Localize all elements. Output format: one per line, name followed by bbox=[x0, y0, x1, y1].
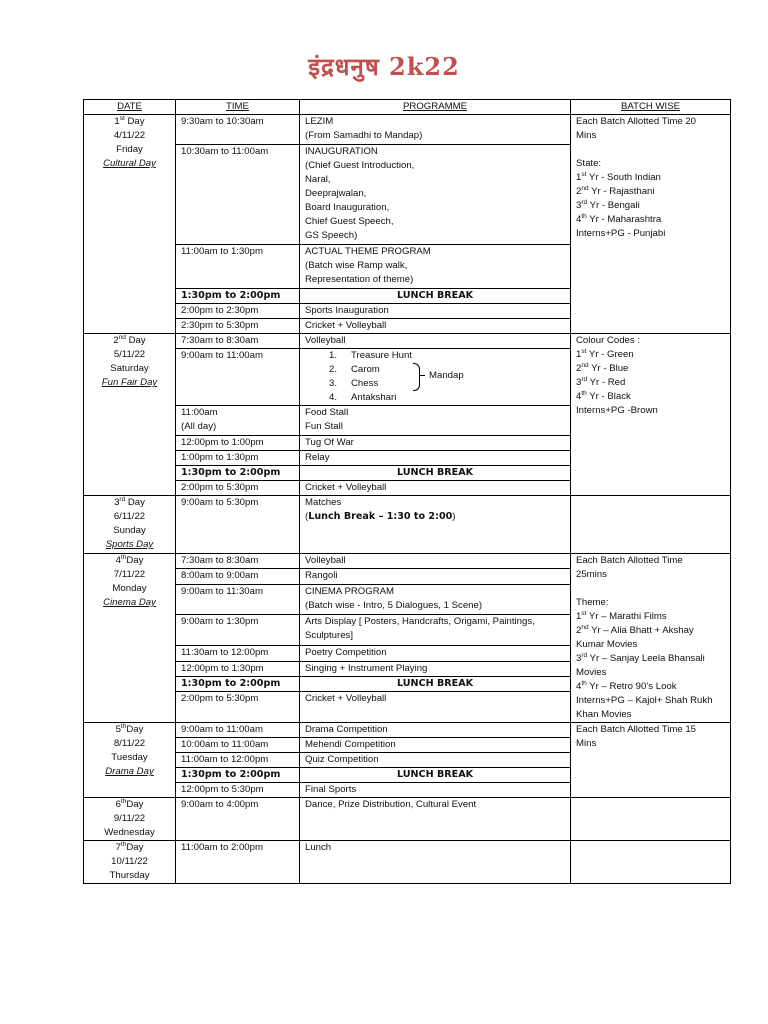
header-date: DATE bbox=[84, 100, 176, 115]
programme-line: CINEMA PROGRAM bbox=[305, 585, 395, 597]
programme-cell bbox=[300, 798, 571, 841]
programme-line: Cricket + Volleyball bbox=[305, 693, 387, 705]
batch-item: 2nd Yr – Alia Bhatt + Akshay bbox=[576, 623, 694, 636]
time-cell bbox=[176, 406, 300, 436]
batch-heading: State: bbox=[576, 158, 602, 169]
batch-intro-line: Each Batch Allotted Time 20 bbox=[576, 116, 696, 127]
activity-item: 3. Chess bbox=[329, 378, 379, 389]
day-date: 8/11/22 bbox=[113, 738, 146, 749]
day-theme: Cultural Day bbox=[103, 158, 156, 169]
programme-line: Naral, bbox=[305, 174, 331, 185]
programme-line: Food Stall bbox=[305, 407, 349, 418]
time-cell: 11:00am to 2:00pm bbox=[176, 841, 300, 884]
batch-cell-day-3 bbox=[571, 496, 731, 554]
batch-intro-line: Each Batch Allotted Time bbox=[576, 555, 683, 566]
programme-line: Chief Guest Speech, bbox=[305, 216, 394, 227]
time-cell: 7:30am to 8:30am bbox=[176, 554, 300, 569]
programme-line: Representation of theme) bbox=[305, 274, 414, 285]
day-weekday: Wednesday bbox=[104, 827, 155, 838]
programme-cell bbox=[300, 841, 571, 884]
day-number: 4thDay bbox=[115, 553, 144, 566]
programme-cell bbox=[300, 569, 571, 584]
ordinal-suffix: rd bbox=[581, 651, 588, 659]
programme-cell bbox=[300, 615, 571, 646]
day-theme: Cinema Day bbox=[103, 597, 156, 608]
ordinal-suffix: nd bbox=[118, 333, 126, 341]
programme-cell bbox=[300, 584, 571, 615]
time-cell: 9:30am to 10:30am bbox=[176, 115, 300, 145]
programme-line: Singing + Instrument Playing bbox=[305, 662, 428, 674]
ordinal-suffix: rd bbox=[581, 375, 588, 383]
activity-number: 2. bbox=[329, 364, 338, 375]
time-cell: 9:00am to 11:00am bbox=[176, 723, 300, 738]
programme-line: Lunch bbox=[305, 842, 332, 853]
programme-cell bbox=[300, 676, 571, 691]
day-weekday: Thursday bbox=[109, 870, 150, 881]
programme-cell bbox=[300, 692, 571, 723]
day-date: 4/11/22 bbox=[113, 130, 146, 141]
programme-cell bbox=[300, 768, 571, 783]
batch-item-cont: Khan Movies bbox=[576, 709, 632, 720]
time-cell: 2:00pm to 2:30pm bbox=[176, 304, 300, 319]
programme-line: LUNCH BREAK bbox=[396, 290, 474, 301]
programme-cell bbox=[300, 753, 571, 768]
time-cell: 8:00am to 9:00am bbox=[176, 569, 300, 584]
programme-line: GS Speech) bbox=[305, 230, 358, 241]
day-number: 6thDay bbox=[115, 797, 144, 810]
lunch-break-note: (Lunch Break – 1:30 to 2:00) bbox=[305, 511, 456, 522]
time-cell: 2:30pm to 5:30pm bbox=[176, 319, 300, 334]
batch-intro-line: Mins bbox=[576, 130, 597, 141]
mandap-label: Mandap bbox=[429, 370, 464, 381]
ordinal-suffix: nd bbox=[581, 184, 589, 192]
time-cell: 12:00pm to 1:00pm bbox=[176, 436, 300, 451]
time-cell: 1:30pm to 2:00pm bbox=[176, 289, 300, 304]
programme-cell bbox=[300, 554, 571, 569]
activity-item: 2. Carom bbox=[329, 364, 380, 375]
batch-item-cont: Kumar Movies bbox=[576, 639, 638, 650]
ordinal-suffix: th bbox=[581, 212, 587, 220]
day-weekday: Saturday bbox=[110, 363, 149, 374]
programme-line: Quiz Competition bbox=[305, 754, 379, 765]
batch-intro-line: Mins bbox=[576, 738, 597, 749]
time-cell: 9:00am to 1:30pm bbox=[176, 615, 300, 646]
batch-cell-day-5 bbox=[571, 723, 731, 798]
batch-item: 4th Yr - Black bbox=[576, 389, 631, 402]
table-row bbox=[84, 723, 731, 738]
day-cell-3 bbox=[84, 496, 176, 554]
batch-item: 1st Yr - Green bbox=[576, 347, 634, 360]
time-cell: 2:00pm to 5:30pm bbox=[176, 692, 300, 723]
batch-cell-day-1 bbox=[571, 115, 731, 334]
programme-line: Drama Competition bbox=[305, 724, 388, 735]
batch-cell-day-7 bbox=[571, 841, 731, 884]
batch-cell-day-4 bbox=[571, 554, 731, 723]
day-number: 1st Day bbox=[114, 114, 145, 127]
batch-item: 3rd Yr - Bengali bbox=[576, 198, 640, 211]
activity-item: 1. Treasure Hunt bbox=[329, 350, 412, 361]
programme-line: Matches bbox=[305, 497, 342, 508]
batch-item: 4th Yr - Maharashtra bbox=[576, 212, 662, 225]
mandap-activity-list bbox=[305, 349, 565, 405]
table-row bbox=[84, 334, 731, 349]
programme-line: Sculptures] bbox=[305, 630, 353, 642]
batch-item: 1st Yr - South Indian bbox=[576, 170, 661, 183]
programme-line: Tug Of War bbox=[305, 437, 354, 448]
time-line: (All day) bbox=[181, 421, 217, 432]
ordinal-suffix: st bbox=[581, 170, 587, 178]
time-cell: 11:00am to 12:00pm bbox=[176, 753, 300, 768]
ordinal-suffix: nd bbox=[581, 361, 589, 369]
activity-item: 4. Antakshari bbox=[329, 392, 397, 403]
time-cell: 1:00pm to 1:30pm bbox=[176, 451, 300, 466]
programme-line: LUNCH BREAK bbox=[396, 467, 474, 478]
batch-heading: Theme: bbox=[576, 597, 609, 608]
programme-line: LEZIM bbox=[305, 116, 334, 127]
programme-cell bbox=[300, 436, 571, 451]
day-date: 6/11/22 bbox=[113, 511, 146, 522]
day-cell-2 bbox=[84, 334, 176, 496]
day-date: 9/11/22 bbox=[113, 813, 146, 824]
time-cell: 10:00am to 11:00am bbox=[176, 738, 300, 753]
time-cell: 11:30am to 12:00pm bbox=[176, 646, 300, 661]
ordinal-suffix: rd bbox=[119, 495, 126, 503]
programme-line: (From Samadhi to Mandap) bbox=[305, 130, 423, 141]
table-row bbox=[84, 841, 731, 884]
ordinal-suffix: th bbox=[120, 840, 127, 848]
batch-item: 2nd Yr - Rajasthani bbox=[576, 184, 655, 197]
time-cell: 10:30am to 11:00am bbox=[176, 145, 300, 245]
spacer bbox=[576, 143, 725, 157]
programme-line: Poetry Competition bbox=[305, 647, 387, 659]
table-row bbox=[84, 554, 731, 569]
programme-line: Relay bbox=[305, 452, 330, 463]
batch-item: Interns+PG – Kajol+ Shah Rukh bbox=[576, 695, 713, 706]
page-title: इंद्रधनुष 2k22 bbox=[308, 52, 460, 81]
programme-line: (Chief Guest Introduction, bbox=[305, 160, 415, 171]
table-row bbox=[84, 798, 731, 841]
day-number: 5thDay bbox=[115, 722, 144, 735]
batch-item: 4th Yr – Retro 90’s Look bbox=[576, 679, 677, 692]
ordinal-suffix: th bbox=[581, 679, 587, 687]
programme-cell bbox=[300, 738, 571, 753]
day-date: 10/11/22 bbox=[111, 856, 148, 867]
header-programme: PROGRAMME bbox=[300, 100, 571, 115]
batch-item: Interns+PG -Brown bbox=[576, 405, 658, 416]
schedule-body bbox=[84, 115, 731, 884]
ordinal-suffix: th bbox=[120, 553, 127, 561]
batch-heading: Colour Codes : bbox=[576, 335, 640, 346]
programme-line: Volleyball bbox=[305, 335, 346, 346]
programme-cell bbox=[300, 723, 571, 738]
header-batch-wise: BATCH WISE bbox=[571, 100, 731, 115]
batch-item: Interns+PG - Punjabi bbox=[576, 228, 666, 239]
lunch-break-note-bold: Lunch Break – 1:30 to 2:00 bbox=[308, 511, 453, 522]
ordinal-suffix: st bbox=[581, 609, 587, 617]
day-number: 7thDay bbox=[115, 840, 144, 853]
batch-item: 3rd Yr – Sanjay Leela Bhansali bbox=[576, 651, 705, 664]
programme-cell bbox=[300, 496, 571, 554]
programme-cell bbox=[300, 319, 571, 334]
programme-line: Volleyball bbox=[305, 555, 346, 566]
day-weekday: Friday bbox=[116, 144, 143, 155]
day-date: 5/11/22 bbox=[113, 349, 146, 360]
day-cell-7 bbox=[84, 841, 176, 884]
time-cell: 9:00am to 11:00am bbox=[176, 349, 300, 406]
schedule-table bbox=[83, 99, 731, 884]
time-cell: 12:00pm to 5:30pm bbox=[176, 783, 300, 798]
programme-cell bbox=[300, 451, 571, 466]
day-date: 7/11/22 bbox=[113, 569, 146, 580]
time-cell: 12:00pm to 1:30pm bbox=[176, 661, 300, 676]
table-row bbox=[84, 115, 731, 145]
programme-line: Mehendi Competition bbox=[305, 739, 396, 750]
time-cell: 11:00am to 1:30pm bbox=[176, 245, 300, 289]
activity-number: 4. bbox=[329, 392, 338, 403]
ordinal-suffix: nd bbox=[581, 623, 589, 631]
batch-intro-line: 25mins bbox=[576, 569, 607, 580]
ordinal-suffix: st bbox=[581, 347, 587, 355]
programme-cell bbox=[300, 481, 571, 496]
spacer bbox=[576, 582, 725, 596]
batch-item: 3rd Yr - Red bbox=[576, 375, 626, 388]
day-cell-1 bbox=[84, 115, 176, 334]
day-cell-6 bbox=[84, 798, 176, 841]
programme-line: Sports Inauguration bbox=[305, 305, 389, 316]
time-cell: 2:00pm to 5:30pm bbox=[176, 481, 300, 496]
time-cell: 9:00am to 4:00pm bbox=[176, 798, 300, 841]
programme-cell bbox=[300, 334, 571, 349]
table-row bbox=[84, 496, 731, 554]
time-line: 11:00am bbox=[181, 407, 218, 418]
ordinal-suffix: st bbox=[119, 114, 125, 122]
programme-line: (Batch wise - Intro, 5 Dialogues, 1 Scene) bbox=[305, 599, 483, 611]
programme-cell bbox=[300, 466, 571, 481]
programme-cell bbox=[300, 245, 571, 289]
programme-line: Cricket + Volleyball bbox=[305, 482, 387, 493]
batch-item-cont: Movies bbox=[576, 667, 607, 678]
header-time: TIME bbox=[176, 100, 300, 115]
programme-line: Arts Display [ Posters, Handcrafts, Origami, Paintings, bbox=[305, 616, 535, 628]
programme-line: LUNCH BREAK bbox=[396, 769, 474, 780]
ordinal-suffix: th bbox=[120, 722, 127, 730]
programme-line: Fun Stall bbox=[305, 421, 343, 432]
ordinal-suffix: th bbox=[120, 797, 127, 805]
day-theme: Sports Day bbox=[105, 539, 154, 550]
programme-cell bbox=[300, 115, 571, 145]
programme-cell bbox=[300, 289, 571, 304]
batch-item: 2nd Yr - Blue bbox=[576, 361, 629, 374]
activity-number: 3. bbox=[329, 378, 338, 389]
table-header-row bbox=[84, 100, 731, 115]
programme-line: (Batch wise Ramp walk, bbox=[305, 260, 408, 271]
day-cell-4 bbox=[84, 554, 176, 723]
programme-line: Board Inauguration, bbox=[305, 202, 390, 213]
brace-tip-line bbox=[419, 375, 425, 376]
ordinal-suffix: th bbox=[581, 389, 587, 397]
programme-line: LUNCH BREAK bbox=[396, 677, 474, 689]
programme-line: Cricket + Volleyball bbox=[305, 320, 387, 331]
batch-cell-day-6 bbox=[571, 798, 731, 841]
programme-line: ACTUAL THEME PROGRAM bbox=[305, 246, 431, 257]
time-cell: 9:00am to 11:30am bbox=[176, 584, 300, 615]
activity-number: 1. bbox=[329, 350, 338, 361]
programme-cell bbox=[300, 304, 571, 319]
programme-cell bbox=[300, 406, 571, 436]
day-weekday: Monday bbox=[112, 583, 147, 594]
programme-line: Rangoli bbox=[305, 570, 338, 582]
programme-cell bbox=[300, 783, 571, 798]
day-weekday: Tuesday bbox=[111, 752, 148, 763]
time-cell: 1:30pm to 2:00pm bbox=[176, 466, 300, 481]
batch-intro-line: Each Batch Allotted Time 15 bbox=[576, 724, 696, 735]
day-number: 2nd Day bbox=[113, 333, 146, 346]
time-cell: 9:00am to 5:30pm bbox=[176, 496, 300, 554]
day-theme: Drama Day bbox=[105, 766, 154, 777]
programme-cell bbox=[300, 145, 571, 245]
day-cell-5 bbox=[84, 723, 176, 798]
time-cell: 1:30pm to 2:00pm bbox=[176, 676, 300, 691]
programme-cell bbox=[300, 661, 571, 676]
day-theme: Fun Fair Day bbox=[101, 377, 158, 388]
ordinal-suffix: rd bbox=[581, 198, 588, 206]
programme-cell bbox=[300, 349, 571, 406]
time-cell: 1:30pm to 2:00pm bbox=[176, 768, 300, 783]
brace-shape bbox=[413, 363, 420, 391]
programme-line: Final Sports bbox=[305, 784, 357, 795]
day-number: 3rd Day bbox=[114, 495, 145, 508]
time-cell: 7:30am to 8:30am bbox=[176, 334, 300, 349]
day-weekday: Sunday bbox=[113, 525, 146, 536]
batch-cell-day-2 bbox=[571, 334, 731, 496]
programme-line: Deeprajwalan, bbox=[305, 188, 367, 199]
programme-line: Dance, Prize Distribution, Cultural Event bbox=[305, 799, 477, 810]
batch-item: 1st Yr – Marathi Films bbox=[576, 609, 667, 622]
programme-line: INAUGURATION bbox=[305, 146, 378, 157]
programme-cell bbox=[300, 646, 571, 661]
